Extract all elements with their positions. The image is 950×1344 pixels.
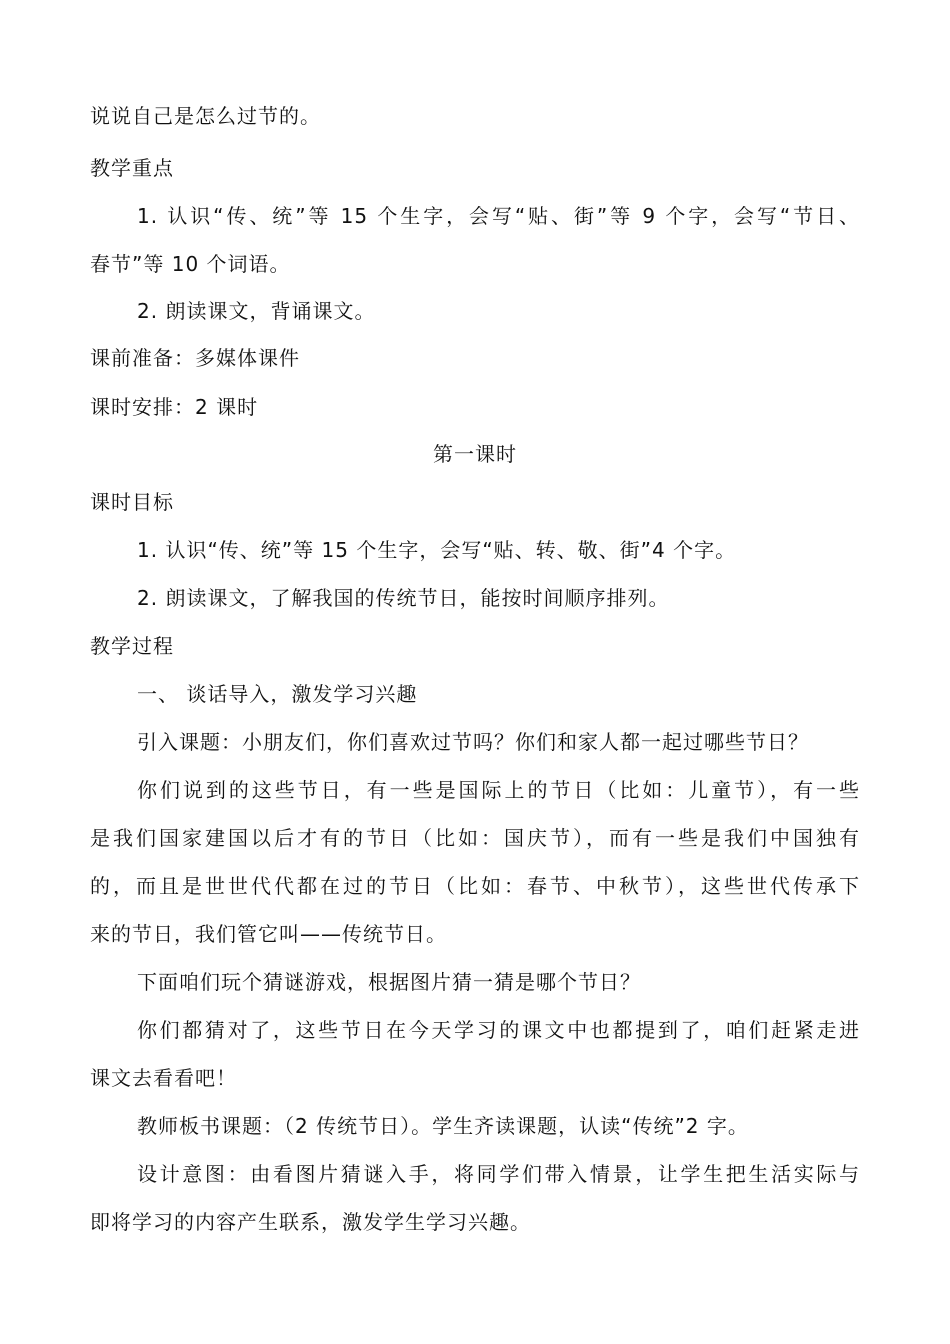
paragraph-line: 说说自己是怎么过节的。 — [90, 104, 321, 128]
paragraph-line: 下面咱们玩个猜谜游戏，根据图片猜一猜是哪个节日？ — [137, 970, 641, 994]
section-heading-process: 教学过程 — [90, 634, 174, 658]
paragraph-line: 1. 认识“传、统”等 15 个生字，会写“贴、转、敬、街”4 个字。 — [137, 538, 737, 562]
paragraph-line: 教师板书课题：（2 传统节日）。学生齐读课题，认读“传统”2 字。 — [137, 1114, 749, 1138]
section-heading-key-points: 教学重点 — [90, 156, 174, 180]
paragraph-line: 即将学习的内容产生联系，激发学生学习兴趣。 — [90, 1210, 531, 1234]
paragraph-line: 的，而且是世世代代都在过的节日（比如：春节、中秋节），这些世代传承下 — [90, 874, 860, 898]
paragraph-line: 你们说到的这些节日，有一些是国际上的节日（比如：儿童节），有一些 — [137, 778, 860, 802]
paragraph-line: 2. 朗读课文，了解我国的传统节日，能按时间顺序排列。 — [137, 586, 670, 610]
section-heading-preparation: 课前准备：多媒体课件 — [90, 346, 300, 370]
paragraph-line: 课文去看看吧！ — [90, 1066, 237, 1090]
paragraph-line: 引入课题：小朋友们，你们喜欢过节吗？你们和家人都一起过哪些节日？ — [137, 730, 809, 754]
paragraph-line: 你们都猜对了，这些节日在今天学习的课文中也都提到了，咱们赶紧走进 — [137, 1018, 860, 1042]
paragraph-line: 1. 认识“传、统”等 15 个生字，会写“贴、街”等 9 个字，会写“节日、 — [137, 204, 860, 228]
paragraph-line: 来的节日，我们管它叫——传统节日。 — [90, 922, 447, 946]
section-heading-goals: 课时目标 — [90, 490, 174, 514]
paragraph-line: 2. 朗读课文，背诵课文。 — [137, 299, 376, 323]
paragraph-line: 春节”等 10 个词语。 — [90, 252, 291, 276]
subsection-heading: 一、 谈话导入，激发学习兴趣 — [137, 682, 418, 706]
paragraph-line: 设计意图：由看图片猜谜入手，将同学们带入情景，让学生把生活实际与 — [137, 1162, 860, 1186]
lesson-title: 第一课时 — [433, 442, 517, 466]
paragraph-line: 是我们国家建国以后才有的节日（比如：国庆节），而有一些是我们中国独有 — [90, 826, 860, 850]
section-heading-schedule: 课时安排：2 课时 — [90, 395, 259, 419]
